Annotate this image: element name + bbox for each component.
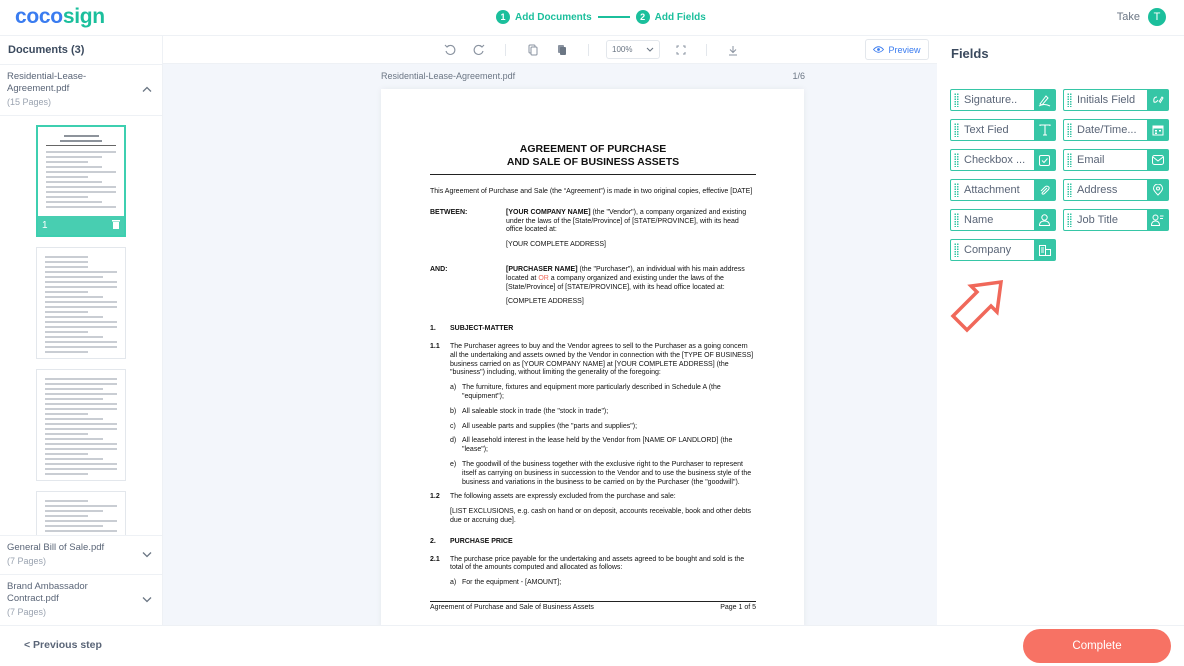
complete-button[interactable]: Complete [1023, 629, 1171, 663]
drag-handle-icon[interactable] [1067, 213, 1072, 227]
document-name: General Bill of Sale.pdf [7, 542, 105, 553]
title-rule [430, 174, 756, 175]
document-item[interactable] [0, 536, 162, 575]
page-thumbnail[interactable] [36, 125, 126, 237]
toolbar-divider [505, 44, 506, 56]
thumbnail-overlay [38, 216, 124, 235]
field-signature[interactable]: Signature.. [950, 89, 1056, 111]
step-add-documents[interactable] [496, 10, 592, 24]
trash-icon[interactable] [112, 219, 120, 232]
page-footer: Agreement of Purchase and Sale of Business Assets Page 1 of 5 [430, 601, 756, 613]
document-name: Residential-Lease-Agreement.pdf [7, 71, 87, 94]
text-icon [1034, 120, 1055, 140]
zoom-level: 100% [612, 45, 633, 54]
fit-screen-icon[interactable] [673, 42, 689, 58]
file-name: Residential-Lease-Agreement.pdf [381, 71, 516, 81]
sidebar-title: Documents (3) [0, 36, 162, 65]
drag-handle-icon[interactable] [1067, 123, 1072, 137]
redo-icon[interactable] [471, 42, 487, 58]
chevron-down-icon[interactable] [142, 595, 152, 606]
clause-item: a) For the equipment - [AMOUNT]; [450, 579, 562, 587]
chevron-down-icon [646, 47, 654, 52]
document-pages: (7 Pages) [7, 607, 47, 617]
field-checkbox[interactable]: Checkbox ... [950, 149, 1056, 171]
step-connector [598, 16, 630, 18]
paste-icon[interactable] [554, 42, 570, 58]
progress-steps [496, 10, 706, 24]
document-pages: (7 Pages) [7, 556, 47, 566]
step-label: Add Fields [654, 11, 706, 23]
logo[interactable] [15, 5, 105, 29]
clause-item: c) All useable parts and supplies (the "parts and supplies"); [450, 422, 638, 430]
field-address[interactable]: Address [1063, 179, 1169, 201]
document-viewer [163, 36, 937, 625]
drag-handle-icon[interactable] [954, 183, 959, 197]
top-bar [0, 0, 1184, 36]
user-menu[interactable] [1117, 8, 1166, 26]
fields-title: Fields [951, 46, 989, 61]
page-thumbnail[interactable] [36, 247, 126, 359]
bottom-bar [0, 625, 1184, 666]
clause-item: a) The furniture, fixtures and equipment more particularly described in Schedule A (the "equipment"); [450, 384, 721, 400]
chevron-up-icon[interactable] [142, 85, 152, 96]
signature-icon [1034, 90, 1055, 110]
viewer-toolbar [163, 36, 937, 64]
page-thumbnail[interactable] [36, 491, 126, 536]
field-attachment[interactable]: Attachment [950, 179, 1056, 201]
clause-1-2: 1.2 The following assets are expressly excluded from the purchase and sale: [430, 493, 676, 501]
document-item[interactable] [0, 575, 162, 626]
person-title-icon [1147, 210, 1168, 230]
drag-handle-icon[interactable] [1067, 153, 1072, 167]
user-name: Take [1116, 11, 1140, 23]
document-header [381, 71, 805, 81]
zoom-select[interactable] [606, 40, 660, 59]
section-heading: 1. SUBJECT-MATTER [430, 325, 514, 333]
clause-item: d) All leasehold interest in the lease held by the Vendor from [NAME OF LANDLORD] (the "lease"); [450, 437, 733, 454]
avatar: T [1148, 8, 1166, 26]
field-date-time[interactable]: Date/Time... [1063, 119, 1169, 141]
intro-paragraph: This Agreement of Purchase and Sale (the “Agreement”) is made in two original copies, effective [DATE] [430, 188, 753, 195]
logo-text-sign: sign [62, 5, 105, 28]
preview-label: Preview [888, 44, 921, 55]
drag-handle-icon[interactable] [954, 153, 959, 167]
calendar-icon [1147, 120, 1168, 140]
field-text[interactable]: Text Fied [950, 119, 1056, 141]
drag-handle-icon[interactable] [954, 123, 959, 137]
field-company[interactable]: Company [950, 239, 1056, 261]
clause-item: b) All saleable stock in trade (the "stock in trade"); [450, 407, 609, 415]
logo-text-coco: coco [15, 5, 63, 28]
initials-icon [1147, 90, 1168, 110]
document-title: AGREEMENT OF PURCHASE AND SALE OF BUSINESS ASSETS [506, 143, 680, 168]
document-pages: (15 Pages) [7, 97, 52, 107]
drag-handle-icon[interactable] [954, 213, 959, 227]
step-label: Add Documents [515, 11, 592, 23]
section-heading: 2. PURCHASE PRICE [430, 537, 513, 545]
clause-2-1: 2.1 The purchase price payable for the undertaking and assets agreed to be bought and sold is the total of the amounts computed and allocated as follows: [430, 555, 745, 572]
field-initials[interactable]: Initials Field [1063, 89, 1169, 111]
field-email[interactable]: Email [1063, 149, 1169, 171]
chevron-down-icon[interactable] [142, 550, 152, 561]
between-party: BETWEEN: [YOUR COMPANY NAME] (the "Vendor"), a company organized and existing under the laws of the [State/Province] of [STATE/PROVINCE], with its head office located at: [YOUR COMPLETE ADDRESS] [430, 208, 747, 249]
document-name: Brand Ambassador Contract.pdf [7, 581, 88, 604]
arrow-up-right-icon [949, 276, 1009, 336]
page-thumbnails[interactable] [0, 116, 162, 536]
field-job-title[interactable]: Job Title [1063, 209, 1169, 231]
person-icon [1034, 210, 1055, 230]
drag-handle-icon[interactable] [1067, 93, 1072, 107]
preview-button[interactable] [865, 39, 929, 60]
eye-icon [873, 46, 884, 53]
document-item[interactable] [0, 65, 162, 116]
exclusions-list: [LIST EXCLUSIONS, e.g. cash on hand or on deposit, accounts receivable, book and other debts due or accruing due]. [450, 508, 752, 524]
toolbar-divider [706, 44, 707, 56]
documents-sidebar [0, 36, 163, 625]
document-page[interactable] [381, 89, 804, 629]
building-icon [1034, 240, 1055, 260]
copy-icon[interactable] [525, 42, 541, 58]
page-indicator: 1/6 [792, 71, 805, 81]
undo-icon[interactable] [442, 42, 458, 58]
drag-handle-icon[interactable] [954, 243, 959, 257]
page-number: 1 [42, 220, 48, 231]
fields-panel [937, 36, 1184, 625]
page-thumbnail[interactable] [36, 369, 126, 481]
clause-item: e) The goodwill of the business together with the exclusive right to the Purchaser to represent itself as carrying on business in succession to the Vendor and to use the business style of the business and variations in the business to be carried on by the Purchaser (the "goodwill"). [450, 460, 752, 486]
step-number: 2 [636, 10, 650, 24]
and-party: AND: [PURCHASER NAME] (the "Purchaser"), an individual with his main address located at OR a company organized and existing under the laws of the [State/Province] of [STATE/PROVINCE], with its head office located at: [COMPLETE ADDRESS] [430, 265, 745, 306]
download-icon[interactable] [725, 42, 741, 58]
fields-grid [950, 89, 1169, 261]
drag-handle-icon[interactable] [954, 93, 959, 107]
toolbar-divider [588, 44, 589, 56]
field-name[interactable]: Name [950, 209, 1056, 231]
clause-1-1: 1.1 The Purchaser agrees to buy and the Vendor agrees to sell to the Purchaser as a going concern all the undertaking and assets owned by the Vendor in connection with the [TYPE OF BUSINESS] business carried on as [YOUR COMPANY NAME] at [YOUR COMPLETE ADDRESS] (the "business") including, without limiting the generality of the foregoing: [430, 342, 754, 377]
step-number: 1 [496, 10, 510, 24]
envelope-icon [1147, 150, 1168, 170]
paperclip-icon [1034, 180, 1055, 200]
location-pin-icon [1147, 180, 1168, 200]
checkbox-icon [1034, 150, 1055, 170]
previous-step-button[interactable]: < Previous step [24, 639, 102, 651]
drag-handle-icon[interactable] [1067, 183, 1072, 197]
step-add-fields[interactable] [636, 10, 706, 24]
